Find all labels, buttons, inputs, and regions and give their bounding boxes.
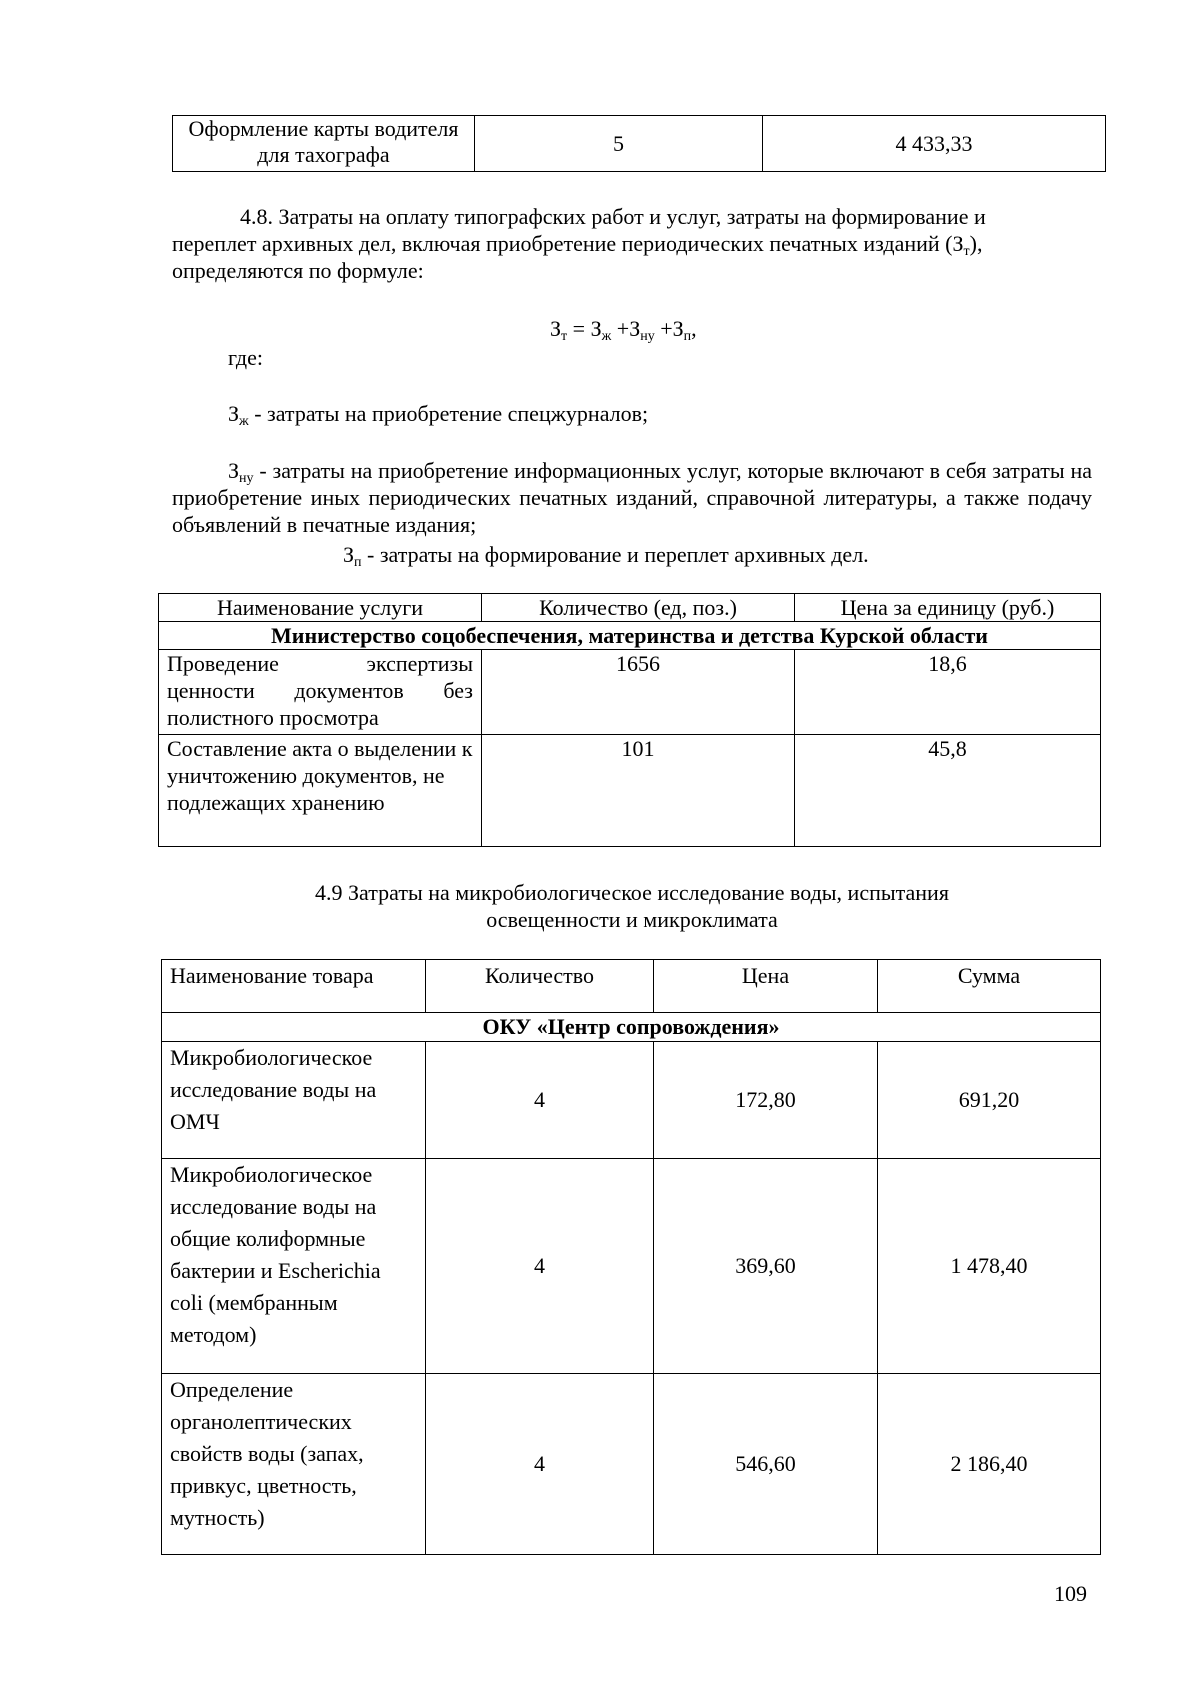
- section-48-intro: [172, 203, 1092, 284]
- symbol: З: [343, 542, 355, 567]
- table-cell: Оформление карты водителя для тахографа: [173, 116, 475, 172]
- table-group-row: [162, 1013, 1101, 1042]
- table-cell: 5: [475, 116, 763, 172]
- table-cell: Микробиологическое исследование воды на общие колиформные бактерии и Escherichia coli (мембранным методом): [162, 1159, 426, 1374]
- subscript: ж: [239, 414, 249, 429]
- subscript: ну: [640, 329, 655, 344]
- formula-part: +З: [611, 316, 641, 341]
- table-cell: 369,60: [654, 1159, 878, 1374]
- table-row: [159, 735, 1101, 847]
- intro-text: переплет архивных дел, включая приобретение периодических печатных изданий (З: [172, 231, 964, 256]
- table-cell: 546,60: [654, 1374, 878, 1555]
- table-row: [162, 1374, 1101, 1555]
- table-cell: 2 186,40: [878, 1374, 1101, 1555]
- column-header: Цена: [654, 960, 878, 1013]
- table-cell: Определение органолептических свойств воды (запах, привкус, цветность, мутность): [162, 1374, 426, 1555]
- column-header: Количество: [426, 960, 654, 1013]
- table-row: [162, 1159, 1101, 1374]
- definition-text: - затраты на формирование и переплет архивных дел.: [361, 542, 869, 567]
- table-cell: 172,80: [654, 1042, 878, 1159]
- table-cell: 1 478,40: [878, 1159, 1101, 1374]
- table-cell: Проведение экспертизы ценности документов без полистного просмотра: [159, 650, 482, 735]
- table-cell: 101: [482, 735, 795, 847]
- symbol: З: [228, 401, 240, 426]
- definition-nu: [172, 457, 1092, 538]
- table-header-row: [159, 594, 1101, 622]
- table-cell: 4 433,33: [763, 116, 1106, 172]
- group-title: Министерство соцобеспечения, материнства и детства Курской области: [159, 622, 1101, 650]
- table-cell: Составление акта о выделении к уничтожению документов, не подлежащих хранению: [159, 735, 482, 847]
- table-row: [173, 116, 1106, 172]
- table-header-row: [162, 960, 1101, 1013]
- group-title: ОКУ «Центр сопровождения»: [162, 1013, 1101, 1042]
- section-49-title: [172, 879, 1092, 933]
- formula-part: +З: [654, 316, 684, 341]
- table-row: [159, 650, 1101, 735]
- subscript: т: [561, 329, 568, 344]
- archive-services-table: [158, 593, 1101, 847]
- where-label: где:: [228, 345, 263, 370]
- column-header: Наименование услуги: [159, 594, 482, 622]
- intro-line: 4.8. Затраты на оплату типографских работ и услуг, затраты на формирование и: [240, 204, 986, 229]
- column-header: Сумма: [878, 960, 1101, 1013]
- table-cell: 18,6: [795, 650, 1101, 735]
- formula-part: ,: [691, 316, 697, 341]
- driver-card-table: [172, 115, 1106, 172]
- subscript: т: [963, 244, 970, 259]
- definition-text: - затраты на приобретение спецжурналов;: [248, 401, 649, 426]
- page-number: 109: [1054, 1581, 1087, 1606]
- table-cell: 691,20: [878, 1042, 1101, 1159]
- table-cell: 4: [426, 1374, 654, 1555]
- title-line: 4.9 Затраты на микробиологическое исследование воды, испытания: [315, 880, 949, 905]
- table-row: [162, 1042, 1101, 1159]
- symbol: З: [228, 458, 240, 483]
- intro-text: ),: [969, 231, 983, 256]
- column-header: Количество (ед, поз.): [482, 594, 795, 622]
- subscript: ну: [239, 471, 254, 486]
- column-header: Цена за единицу (руб.): [795, 594, 1101, 622]
- table-group-row: [159, 622, 1101, 650]
- table-cell: 4: [426, 1159, 654, 1374]
- table-cell: 45,8: [795, 735, 1101, 847]
- water-testing-table: [161, 959, 1101, 1555]
- table-cell: 1656: [482, 650, 795, 735]
- formula-part: З: [550, 316, 562, 341]
- table-cell: Микробиологическое исследование воды на ОМЧ: [162, 1042, 426, 1159]
- formula: [550, 315, 697, 342]
- subscript: п: [683, 329, 692, 344]
- definition-zh: [228, 400, 648, 427]
- column-header: Наименование товара: [162, 960, 426, 1013]
- subscript: п: [354, 555, 362, 570]
- formula-part: = З: [567, 316, 602, 341]
- definition-text: - затраты на приобретение информационных услуг, которые включают в себя затраты на приобретение иных периодических печатных изданий, справочной литературы, а также подачу объявлений в печатные издания;: [172, 458, 1092, 537]
- definition-p: [343, 541, 869, 568]
- intro-line: [172, 230, 1092, 257]
- title-line: освещенности и микроклимата: [486, 907, 778, 932]
- table-cell: 4: [426, 1042, 654, 1159]
- subscript: ж: [601, 329, 612, 344]
- intro-line: определяются по формуле:: [172, 258, 424, 283]
